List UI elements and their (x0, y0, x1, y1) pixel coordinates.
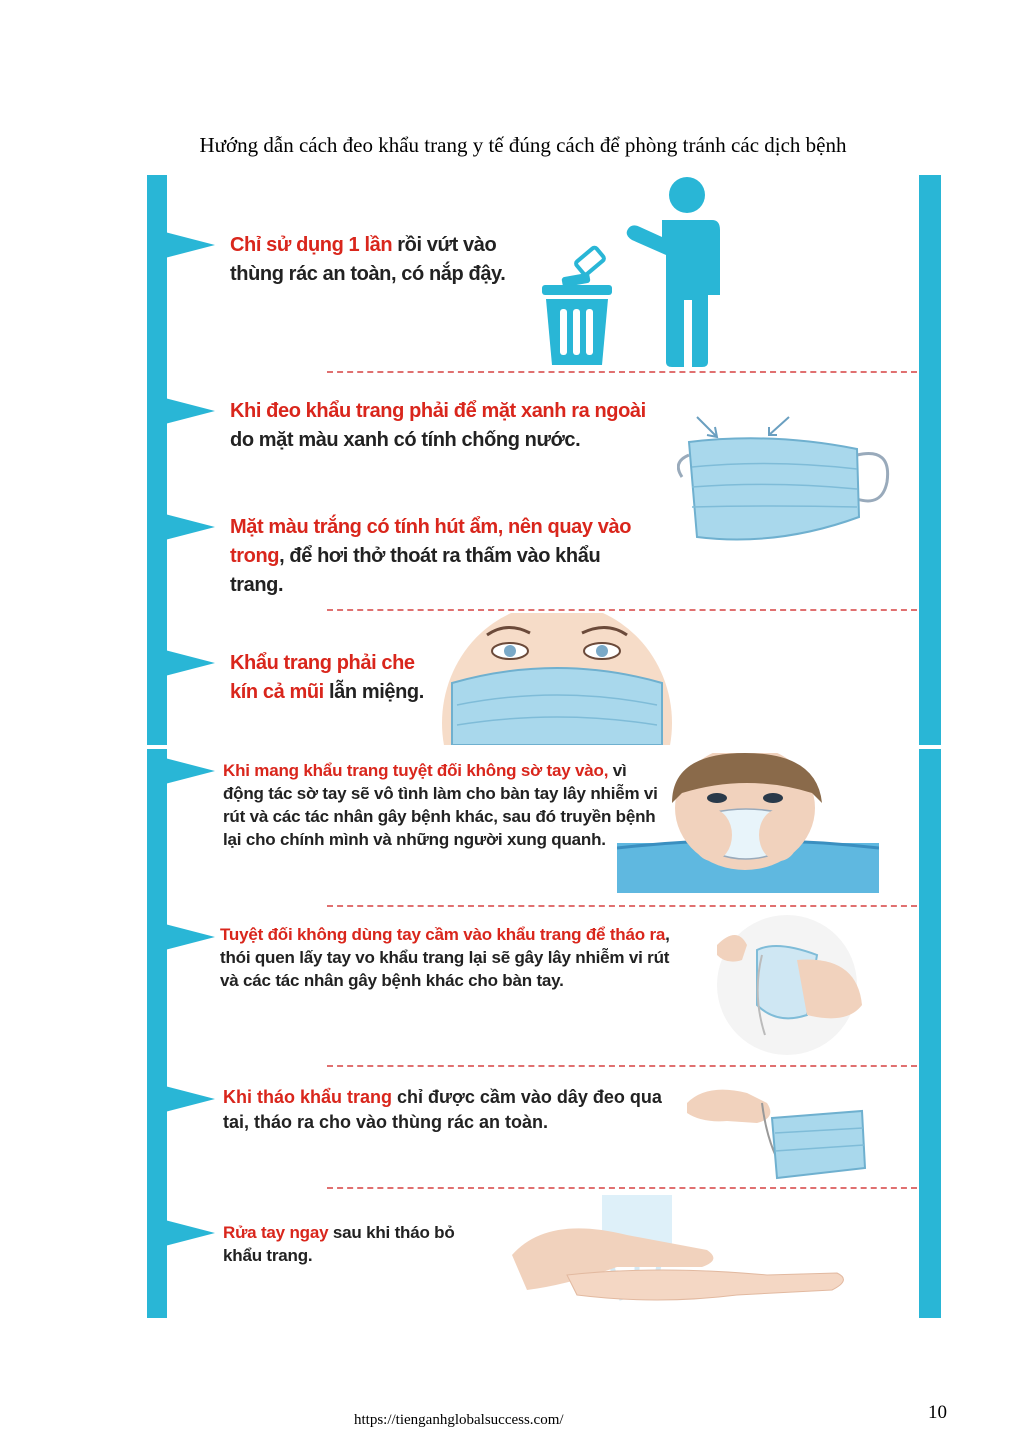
man-touching-mask-icon (617, 753, 879, 893)
tip-4-text: lẫn miệng. (323, 681, 424, 703)
tip-5-highlight: Khi mang khẩu trang tuyệt đối không sờ tay vào, (223, 761, 609, 780)
tip-2 (230, 397, 655, 455)
separator (327, 1187, 917, 1189)
bullet-arrow-icon (161, 1085, 215, 1113)
mask-guide-infographic (147, 175, 941, 1318)
hand-crumpling-mask-icon (687, 915, 882, 1055)
document-title: Hướng dẫn cách đeo khẩu trang y tế đúng cách để phòng tránh các dịch bệnh (199, 133, 847, 157)
tip-3-highlight: Mặt màu trắng có tính hút ẩm, nên quay vào trong (230, 516, 632, 567)
tip-5-text: vì động tác sờ tay sẽ vô tình làm cho bàn tay lây nhiễm vi rút và các tác nhân gây bệnh khác, sau đó truyền bệnh lại cho chính mình và những người xung quanh. (223, 761, 658, 849)
bullet-arrow-icon (161, 397, 215, 425)
tip-4 (230, 649, 440, 707)
tip-8-highlight: Rửa tay ngay (223, 1223, 329, 1242)
page-number: 10 (928, 1402, 947, 1423)
bullet-arrow-icon (161, 513, 215, 541)
tip-8-text: sau khi tháo bỏ khẩu trang. (223, 1223, 455, 1265)
separator (327, 1065, 917, 1067)
tip-5 (223, 759, 658, 851)
tip-7-highlight: Khi tháo khẩu trang (223, 1087, 393, 1107)
tip-7-text: chỉ được cầm vào dây đeo qua tai, tháo ra cho vào thùng rác an toàn. (223, 1087, 662, 1132)
bullet-arrow-icon (161, 1219, 215, 1247)
tip-3 (230, 513, 650, 600)
bullet-arrow-icon (161, 757, 215, 785)
tip-1 (230, 231, 530, 289)
separator (327, 609, 917, 611)
separator (327, 905, 917, 907)
tip-2-text: do mặt màu xanh có tính chống nước. (230, 429, 581, 451)
bullet-arrow-icon (161, 923, 215, 951)
hand-washing-icon (507, 1195, 877, 1310)
face-with-mask-icon (442, 613, 672, 745)
bullet-arrow-icon (161, 231, 215, 259)
trash-person-icon (532, 175, 762, 370)
tip-1-highlight: Chỉ sử dụng 1 lần (230, 234, 393, 256)
tip-6 (220, 923, 680, 992)
tip-1-text: rồi vứt vào thùng rác an toàn, có nắp đậy. (230, 234, 506, 285)
tip-2-highlight: Khi đeo khẩu trang phải để mặt xanh ra ngoài (230, 400, 646, 422)
tip-4-highlight: Khẩu trang phải che kín cả mũi (230, 652, 415, 703)
tip-6-highlight: Tuyệt đối không dùng tay cầm vào khẩu trang để tháo ra (220, 925, 666, 944)
hand-holding-ear-loop-icon (687, 1073, 882, 1183)
tip-8 (223, 1221, 463, 1267)
separator (327, 371, 917, 373)
tip-7 (223, 1085, 683, 1135)
bullet-arrow-icon (161, 649, 215, 677)
tip-3-text: , để hơi thở thoát ra thấm vào khẩu trang. (230, 545, 601, 596)
tip-6-text: , thói quen lấy tay vo khẩu trang lại sẽ gây lây nhiễm vi rút và các tác nhân gây bệnh khác cho bàn tay. (220, 925, 670, 990)
panel-break (147, 745, 941, 749)
surgical-mask-icon (677, 407, 902, 557)
footer-url[interactable]: https://tienganhglobalsuccess.com/ (354, 1412, 564, 1428)
